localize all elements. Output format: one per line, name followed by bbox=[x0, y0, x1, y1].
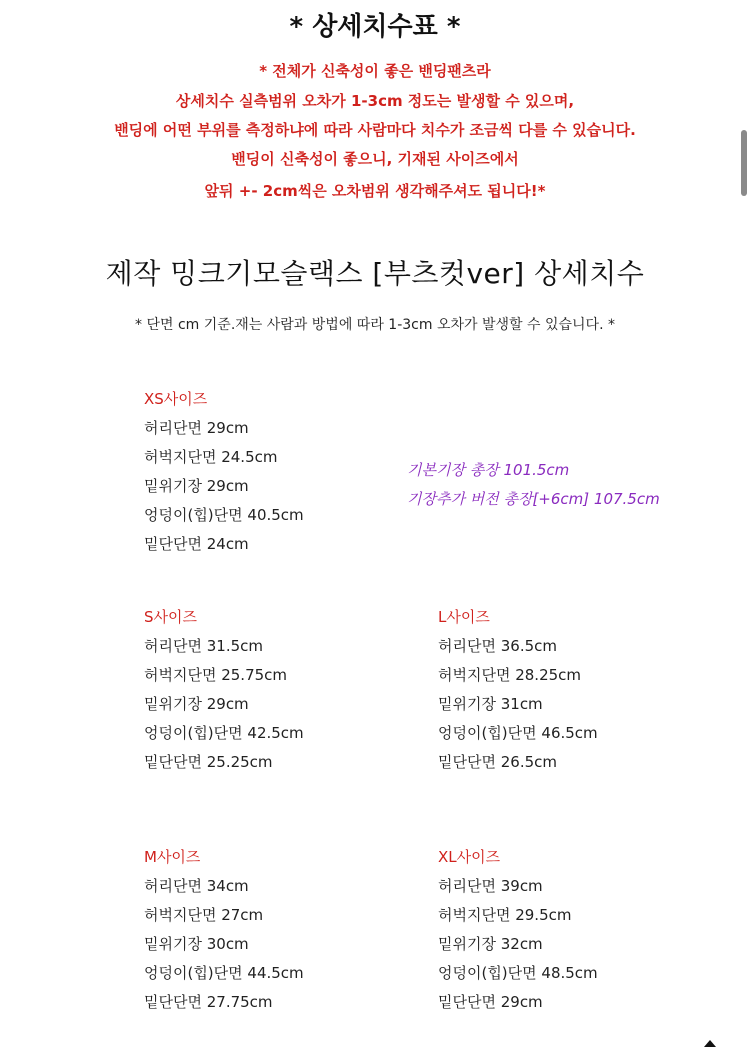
size-block-m bbox=[144, 843, 304, 1017]
measurement-note: * 단면 cm 기준.재는 사람과 방법에 따라 1-3cm 오차가 발생할 수 있습니다. * bbox=[135, 317, 615, 333]
rise-measure: 밑위기장 31cm bbox=[438, 695, 543, 713]
page-title: * 상세치수표 * bbox=[289, 12, 461, 42]
waist-measure: 허리단면 39cm bbox=[438, 877, 543, 895]
hem-measure: 밑단단면 24cm bbox=[144, 535, 249, 553]
scroll-up-icon[interactable] bbox=[704, 1040, 716, 1047]
notice-line-4: 밴딩이 신축성이 좋으니, 기재된 사이즈에서 bbox=[231, 150, 519, 168]
product-title: 제작 밍크기모슬랙스 [부츠컷ver] 상세치수 bbox=[105, 257, 645, 290]
hip-measure: 엉덩이(힙)단면 46.5cm bbox=[438, 724, 598, 742]
thigh-measure: 허벅지단면 29.5cm bbox=[438, 906, 572, 924]
size-block-xl bbox=[438, 843, 598, 1017]
size-title-l: L사이즈 bbox=[438, 608, 490, 626]
notice-line-1: * 전체가 신축성이 좋은 밴딩팬츠라 bbox=[259, 62, 491, 80]
waist-measure: 허리단면 36.5cm bbox=[438, 637, 557, 655]
notice-line-3: 밴딩에 어떤 부위를 측정하냐에 따라 사람마다 치수가 조금씩 다를 수 있습니다. bbox=[114, 121, 636, 139]
rise-measure: 밑위기장 29cm bbox=[144, 695, 249, 713]
notice-line-5: 앞뒤 +- 2cm씩은 오차범위 생각해주셔도 됩니다!* bbox=[204, 182, 546, 200]
hip-measure: 엉덩이(힙)단면 48.5cm bbox=[438, 964, 598, 982]
rise-measure: 밑위기장 32cm bbox=[438, 935, 543, 953]
waist-measure: 허리단면 34cm bbox=[144, 877, 249, 895]
rise-measure: 밑위기장 29cm bbox=[144, 477, 249, 495]
rise-measure: 밑위기장 30cm bbox=[144, 935, 249, 953]
hem-measure: 밑단단면 27.75cm bbox=[144, 993, 273, 1011]
length-note-basic: 기본기장 총장 101.5cm bbox=[407, 461, 570, 479]
size-title-xl: XL사이즈 bbox=[438, 848, 501, 866]
waist-measure: 허리단면 31.5cm bbox=[144, 637, 263, 655]
size-title-m: M사이즈 bbox=[144, 848, 201, 866]
size-block-s bbox=[144, 603, 304, 777]
hem-measure: 밑단단면 25.25cm bbox=[144, 753, 273, 771]
hip-measure: 엉덩이(힙)단면 40.5cm bbox=[144, 506, 304, 524]
size-block-xs bbox=[144, 385, 304, 559]
length-note-extended: 기장추가 버전 총장[+6cm] 107.5cm bbox=[407, 490, 660, 508]
thigh-measure: 허벅지단면 24.5cm bbox=[144, 448, 278, 466]
thigh-measure: 허벅지단면 25.75cm bbox=[144, 666, 288, 684]
hem-measure: 밑단단면 29cm bbox=[438, 993, 543, 1011]
size-title-xs: XS사이즈 bbox=[144, 390, 208, 408]
notice-line-2: 상세치수 실측범위 오차가 1-3cm 정도는 발생할 수 있으며, bbox=[175, 92, 575, 110]
waist-measure: 허리단면 29cm bbox=[144, 419, 249, 437]
thigh-measure: 허벅지단면 28.25cm bbox=[438, 666, 582, 684]
hip-measure: 엉덩이(힙)단면 42.5cm bbox=[144, 724, 304, 742]
size-title-s: S사이즈 bbox=[144, 608, 197, 626]
thigh-measure: 허벅지단면 27cm bbox=[144, 906, 264, 924]
scrollbar-thumb[interactable] bbox=[741, 130, 747, 196]
hip-measure: 엉덩이(힙)단면 44.5cm bbox=[144, 964, 304, 982]
size-block-l bbox=[438, 603, 598, 777]
hem-measure: 밑단단면 26.5cm bbox=[438, 753, 557, 771]
